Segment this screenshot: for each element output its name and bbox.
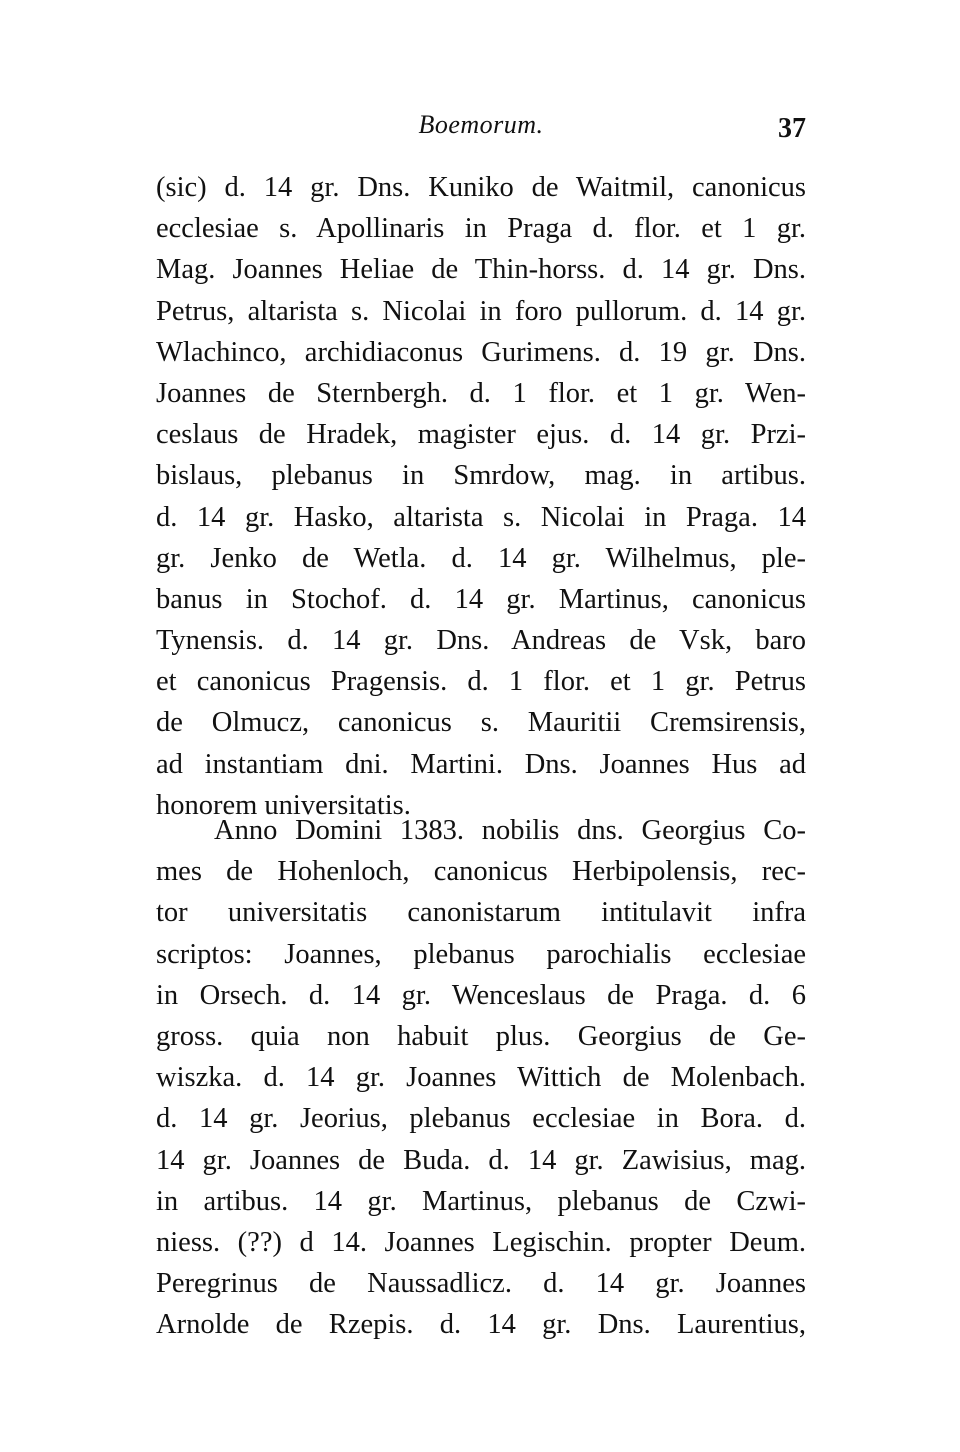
text-line: d. 14 gr. Jeorius, plebanus ecclesiae in Bora. d. (156, 1103, 806, 1135)
text-line: Mag. Joannes Heliae de Thin-horss. d. 14 gr. Dns. (156, 254, 806, 286)
text-line: bislaus, plebanus in Smrdow, mag. in artibus. (156, 460, 806, 492)
text-line: d. 14 gr. Hasko, altarista s. Nicolai in Praga. 14 (156, 501, 806, 533)
text-line: et canonicus Pragensis. d. 1 flor. et 1 gr. Petrus (156, 666, 806, 698)
text-line: Anno Domini 1383. nobilis dns. Georgius Co- (214, 815, 806, 846)
text-line: in Orsech. d. 14 gr. Wenceslaus de Praga. d. 6 (156, 979, 806, 1011)
text-line: gross. quia non habuit plus. Georgius de Ge- (156, 1020, 806, 1052)
text-line: banus in Stochof. d. 14 gr. Martinus, canonicus (156, 583, 806, 615)
paragraph-1 (156, 167, 806, 826)
text-line: Arnolde de Rzepis. d. 14 gr. Dns. Laurentius, (156, 1309, 806, 1341)
text-line: Tynensis. d. 14 gr. Dns. Andreas de Vsk, baro (156, 625, 806, 657)
text-line: Petrus, altarista s. Nicolai in foro pullorum. d. 14 gr. (156, 295, 806, 327)
text-line: 14 gr. Joannes de Buda. d. 14 gr. Zawisius, mag. (156, 1144, 806, 1176)
text-line: mes de Hohenloch, canonicus Herbipolensis, rec- (156, 856, 806, 888)
page-number: 37 (778, 113, 806, 144)
text-line: ecclesiae s. Apollinaris in Praga d. flor. et 1 gr. (156, 213, 806, 245)
text-line: (sic) d. 14 gr. Dns. Kuniko de Waitmil, canonicus (156, 172, 806, 203)
text-line: Joannes de Sternbergh. d. 1 flor. et 1 gr. Wen- (156, 377, 806, 409)
text-line: gr. Jenko de Wetla. d. 14 gr. Wilhelmus, ple- (156, 542, 806, 574)
text-line: ad instantiam dni. Martini. Dns. Joannes Hus ad (156, 748, 806, 780)
text-line: honorem universitatis. (156, 789, 411, 821)
text-line: wiszka. d. 14 gr. Joannes Wittich de Molenbach. (156, 1062, 806, 1094)
text-line: ceslaus de Hradek, magister ejus. d. 14 gr. Przi- (156, 419, 806, 451)
text-line: de Olmucz, canonicus s. Mauritii Cremsirensis, (156, 707, 806, 739)
running-header (156, 105, 806, 145)
text-line: tor universitatis canonistarum intitulavit infra (156, 897, 806, 929)
paragraph-2 (156, 810, 806, 1345)
text-line: in artibus. 14 gr. Martinus, plebanus de Czwi- (156, 1185, 806, 1217)
text-line: Peregrinus de Naussadlicz. d. 14 gr. Joannes (156, 1268, 806, 1300)
text-line: scriptos: Joannes, plebanus parochialis ecclesiae (156, 938, 806, 970)
text-line: niess. (??) d 14. Joannes Legischin. propter Deum. (156, 1226, 806, 1258)
text-line: Wlachinco, archidiaconus Gurimens. d. 19 gr. Dns. (156, 336, 806, 368)
running-title: Boemorum. (418, 110, 544, 139)
